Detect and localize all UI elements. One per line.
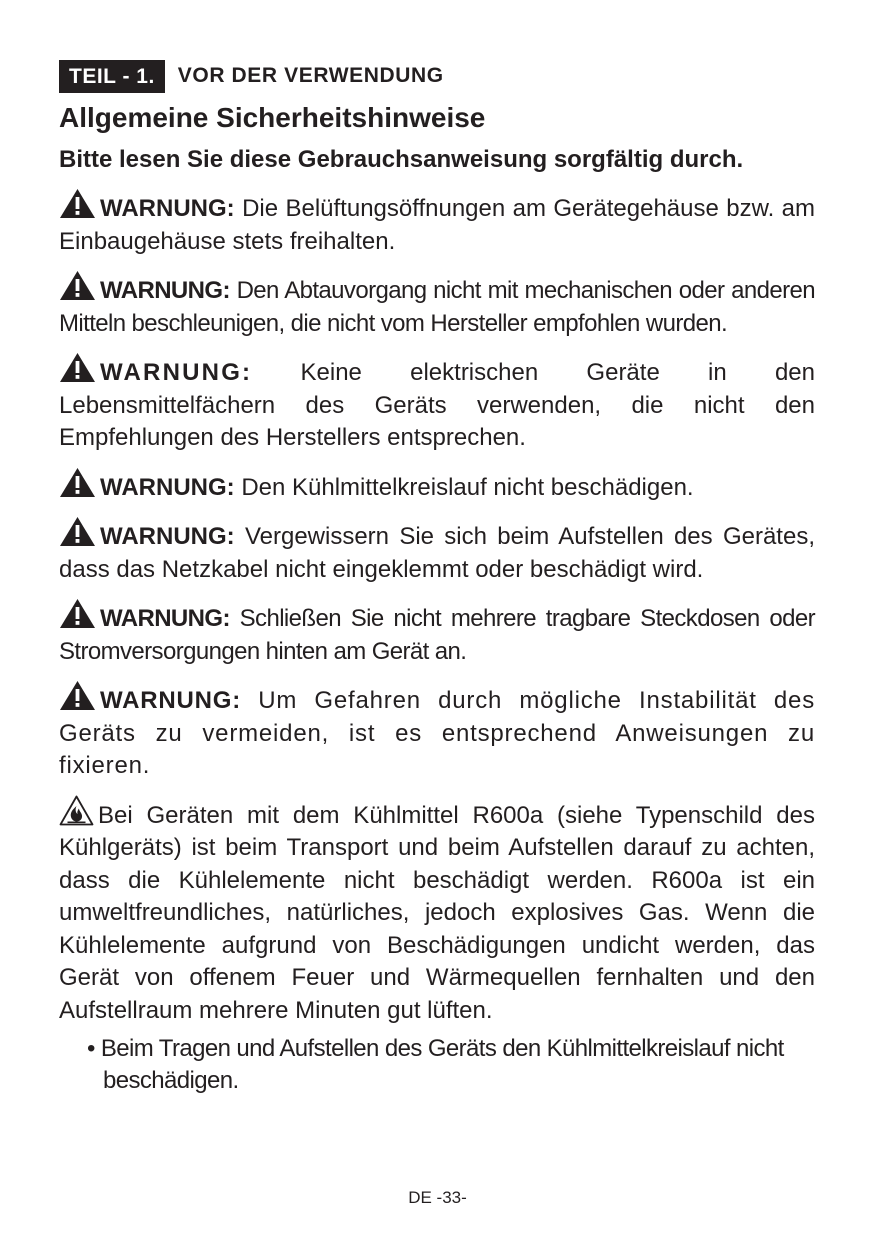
warning-text: Schließen Sie nicht mehrere tragbare Steckdosen oder Stromversorgungen hinten am Gerät an. [59,605,815,665]
page-number: DE -33- [408,1188,467,1207]
warning-tag: WARNUNG: [100,523,235,550]
warning-item [59,270,815,340]
warning-triangle-icon [59,352,96,383]
warning-triangle-icon [59,516,96,547]
page-title: Allgemeine Sicherheitshinweise [59,102,486,133]
warning-item [59,352,815,455]
flammable-warning-icon [59,795,94,826]
section-header [59,58,815,94]
warning-tag: WARNUNG: [100,473,235,501]
warning-tag: WARNUNG: [100,687,242,714]
warning-text: Den Kühlmittelkreislauf nicht beschädigen. [241,473,694,501]
warning-text: Den Abtauvorgang nicht mit mechanischen oder anderen Mitteln beschleunigen, die nicht vom Hersteller empfohlen wurden. [59,277,815,337]
warning-triangle-icon [59,598,96,629]
warning-tag: WARNUNG: [100,277,230,304]
warning-triangle-icon [59,270,96,301]
r600a-notice [59,795,815,1028]
warning-triangle-icon [59,467,96,498]
warning-tag: WARNUNG: [100,359,253,386]
warning-item [59,680,815,783]
warning-text: Vergewissern Sie sich beim Aufstellen des Gerätes, dass das Netzkabel nicht eingeklemmt oder beschädigt wird. [59,523,815,583]
warning-item [59,188,815,258]
warning-item [59,516,815,586]
warning-triangle-icon [59,188,96,219]
intro-text: Bitte lesen Sie diese Gebrauchsanweisung sorgfältig durch. [59,146,744,173]
warning-text: Keine elektrischen Geräte in den Lebensmittelfächern des Geräts verwenden, die nicht den Empfehlungen des Herstellers entsprechen. [59,359,815,451]
r600a-text: Bei Geräten mit dem Kühlmittel R600a (siehe Typenschild des Kühlgeräts) ist beim Transport und beim Aufstellen darauf zu achten, dass die Kühlelemente nicht beschädigt werden. R600a ist ein umweltfreundliches, natürliches, jedoch explosives Gas. Wenn die Kühlelemente aufgrund von Beschädigungen undicht werden, das Gerät von offenem Feuer und Wärmequellen fernhalten und den Aufstellraum mehrere Minuten gut lüften. [59,801,815,1024]
warning-item [59,467,815,505]
warning-triangle-icon [59,680,96,711]
warning-item [59,598,815,668]
warning-text: Um Gefahren durch mögliche Instabilität des Geräts zu vermeiden, ist es entsprechend Anweisungen zu fixieren. [59,687,815,779]
warning-tag: WARNUNG: [100,195,235,222]
warning-tag: WARNUNG: [100,605,230,632]
list-item: • Beim Tragen und Aufstellen des Geräts den Kühlmittelkreislauf nicht beschädigen. [87,1035,784,1094]
section-label: VOR DER VERWENDUNG [177,64,444,87]
part-badge: TEIL - 1. [59,60,165,93]
bullet-text: Beim Tragen und Aufstellen des Geräts den Kühlmittelkreislauf nicht beschädigen. [100,1035,784,1094]
warning-text: Die Belüftungsöffnungen am Gerätegehäuse bzw. am Einbaugehäuse stets freihalten. [59,195,815,255]
page-content [59,58,815,1097]
